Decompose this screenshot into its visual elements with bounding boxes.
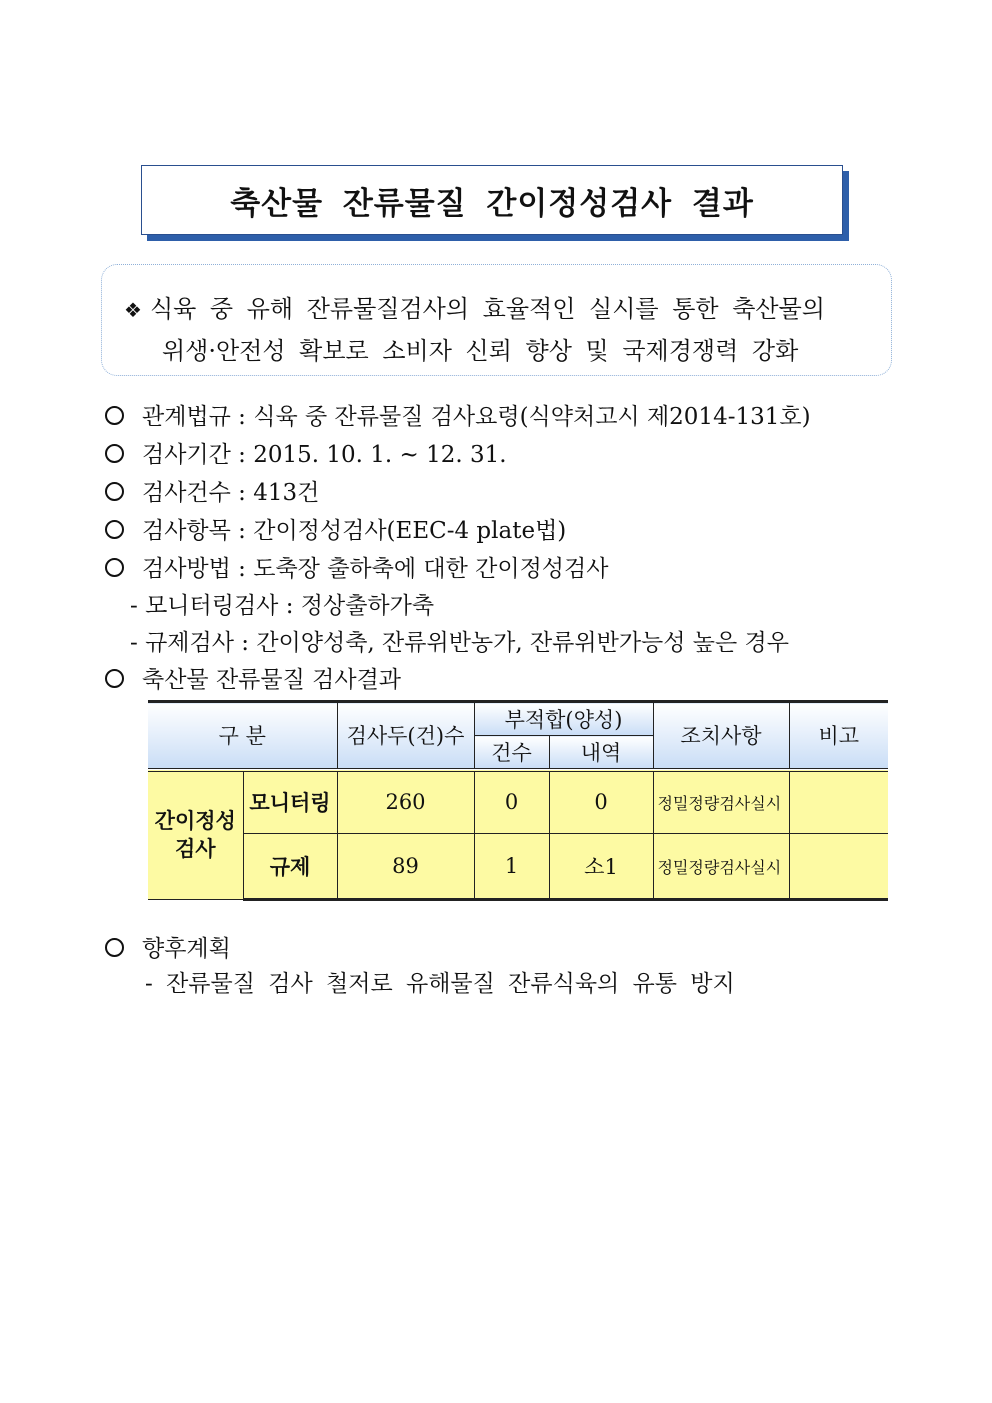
diamond-bullet-icon: ❖ [124, 298, 142, 322]
circle-bullet-icon [105, 482, 124, 501]
row-tested: 89 [337, 834, 474, 900]
row-type: 모니터링 [243, 770, 337, 834]
circle-bullet-icon [105, 938, 124, 957]
summary-line-1: ❖ 식육 중 유해 잔류물질검사의 효율적인 실시를 통한 축산물의 [124, 295, 825, 323]
row-cases: 1 [474, 834, 549, 900]
circle-bullet-icon [105, 444, 124, 463]
header-action: 조치사항 [653, 702, 789, 770]
circle-bullet-icon [105, 669, 124, 688]
row-remarks [789, 834, 888, 900]
item-plan: 향후계획 [105, 930, 231, 963]
row-cases: 0 [474, 770, 549, 834]
item-results-heading: 축산물 잔류물질 검사결과 [105, 661, 401, 694]
row-type: 규제 [243, 834, 337, 900]
summary-box [101, 264, 892, 376]
page-title: 축산물 잔류물질 간이정성검사 결과 [230, 185, 754, 222]
header-category: 구 분 [148, 702, 337, 770]
item-method: 검사방법 : 도축장 출하축에 대한 간이정성검사 [105, 550, 608, 583]
circle-bullet-icon [105, 406, 124, 425]
title-box [141, 165, 843, 235]
method-sub-monitoring: - 모니터링검사 : 정상출하가축 [130, 593, 435, 619]
header-tested: 검사두(건)수 [337, 702, 474, 770]
header-cases: 건수 [474, 736, 549, 770]
header-details: 내역 [549, 736, 653, 770]
table-row [148, 770, 888, 834]
plan-sub: - 잔류물질 검사 철저로 유해물질 잔류식육의 유통 방지 [145, 971, 735, 997]
summary-line-2: 위생·안전성 확보로 소비자 신뢰 향상 및 국제경쟁력 강화 [162, 337, 799, 365]
row-remarks [789, 770, 888, 834]
group-label: 간이정성 검사 [148, 770, 243, 900]
item-law: 관계법규 : 식육 중 잔류물질 검사요령(식약처고시 제2014-131호) [105, 398, 811, 431]
item-period: 검사기간 : 2015. 10. 1. ~ 12. 31. [105, 436, 507, 469]
row-details: 소1 [549, 834, 653, 900]
item-test-item: 검사항목 : 간이정성검사(EEC-4 plate법) [105, 512, 566, 545]
circle-bullet-icon [105, 520, 124, 539]
header-remarks: 비고 [789, 702, 888, 770]
table-row [148, 834, 888, 900]
row-details: 0 [549, 770, 653, 834]
circle-bullet-icon [105, 558, 124, 577]
header-nonconform: 부적합(양성) [474, 702, 653, 736]
item-count: 검사건수 : 413건 [105, 474, 319, 507]
row-action: 정밀정량검사실시 [653, 834, 789, 900]
row-tested: 260 [337, 770, 474, 834]
row-action: 정밀정량검사실시 [653, 770, 789, 834]
results-table [148, 700, 888, 901]
method-sub-regulatory: - 규제검사 : 간이양성축, 잔류위반농가, 잔류위반가능성 높은 경우 [130, 630, 789, 656]
